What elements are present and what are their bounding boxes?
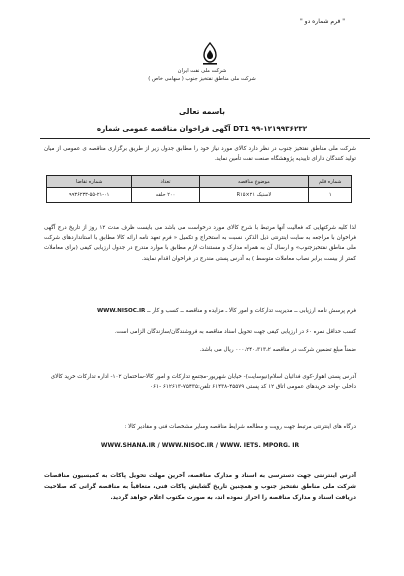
portals-intro: درگاه های اینترنتی مرتبط جهت رویت و مطالعه شرایط مناقصه وسایر مشخصات فنی و مقادیر کالا :	[124, 424, 356, 430]
form-number: " فرم شماره دو "	[300, 18, 345, 25]
column-header: موضوع مناقصه	[199, 176, 309, 188]
title-divider	[40, 138, 370, 139]
table-row	[47, 188, 352, 203]
submission-instructions: لذا کلیه شرکتهایی که فعالیت آنها مرتبط با شرح کالای مورد درخواست می باشد می بایست ظرف مدت ۱۲ روز از تاریخ درج آگهی فراخوان با مراجعه به سایت اینترنتی ذیل الذکر، نسبت به استخراج و تکمیل « فرم تعهد نامه ارائه کالا مطابق با استانداردهای شرکت ملی مناطق نفتخیزجنوب» و ارسال آن به همراه مدارک و مستندات لازم مطابق با موارد مندرج در جدول ارزیابی کیفی (برای معاملات کمتر از بیست برابر نصاب معاملات متوسط ) به آدرس پستی مندرج در فراخوان اقدام نمایند.	[44, 225, 356, 262]
company-name: شرکت ملی نفت ایران	[177, 68, 227, 74]
column-header: تعداد	[132, 176, 199, 188]
table-header-row	[47, 176, 352, 188]
table-cell: ۲۰۰ حلقه	[132, 188, 199, 203]
questionnaire-text: فرم پرسش نامه ارزیابی ــ مدیریت تدارکات و امور کالا ـ مزایده و مناقصه ــ کسب و کار ــ	[147, 308, 356, 314]
column-header: شماره قلم	[309, 176, 352, 188]
intro-paragraph: شرکت ملی مناطق نفتخیز جنوب در نظر دارد کالای مورد نیاز خود را مطابق جدول زیر از طریق برگزاری مناقصه ی عمومی از میان تولید کنندگان دارای تاییدیه پژوهشگاه صنعت نفت تأمین نماید.	[44, 146, 356, 162]
nisoc-link[interactable]: WWW.NISOC.IR	[97, 308, 146, 314]
company-logo	[200, 42, 220, 66]
minimum-score-note: کسب حداقل نمره ۶۰ در ارزیابی کیفی جهت تحویل اسناد مناقصه به فروشندگان/سازندگان الزامی است.	[114, 329, 356, 335]
tender-table	[46, 175, 352, 203]
table-cell: ۱	[309, 188, 352, 203]
closing-notice: آدرس اینترنتی جهت دسترسی به اسناد و مدارک مناقصه، آخرین مهلت تحویل پاکات به کمیسیون مناقصات شرکت ملی مناطق نفتخیز جنوب و همچنین تاریخ گشایش پاکات فنی، متعاقباً به مناقصه گرانی که صلاحیت دریافت اسناد و مدارک مناقصه را احراز نموده اند، به صورت مکتوب اعلام خواهد گردید.	[44, 473, 356, 502]
table-cell: لاستیک R۱۵×۲۱	[199, 188, 309, 203]
column-header: شماره تقاضا	[47, 176, 132, 188]
postal-address: آدرس پستی اهواز-کوی فدائیان اسلام(نیوسایت)- خیابان شهریور-مجتمع تدارکات و امور کالا-ساختمان ۱۰۲- اداره تدارکات خرید کالای داخلی -واحد خریدهای عمومی اتاق ۱۲ کد پستی ۴۵۵۷۹-۶۱۴۳۸ تلفن:۷۵۴۳۵-۶۱۲۶۱۳ -۰۶۱	[50, 374, 356, 391]
bismillah-heading: باسمه تعالی	[178, 107, 226, 116]
portal-links[interactable]	[44, 440, 356, 451]
document-title: آگهی فراخوان مناقصه عمومی شماره DT1 ۹۹-۱۲۱۹۹۳۶۲۳۲	[96, 124, 308, 133]
table-cell: ۹۹۳۶۲۳۳-۵۵-۲۱-۰۱	[47, 188, 132, 203]
company-subname: شرکت ملی مناطق نفتخیز جنوب ( سهامی خاص )	[148, 76, 256, 82]
questionnaire-line	[44, 306, 356, 316]
portal-urls[interactable]: WWW.SHANA.IR / WWW.NISOC.IR / WWW. IETS. MPORG. IR	[100, 442, 300, 449]
guarantee-amount: ضمناً مبلغ تضمین شرکت در مناقصه ۰۰۰،۲۴۰،۳۱۳،۲ ریال می باشد.	[199, 347, 356, 353]
